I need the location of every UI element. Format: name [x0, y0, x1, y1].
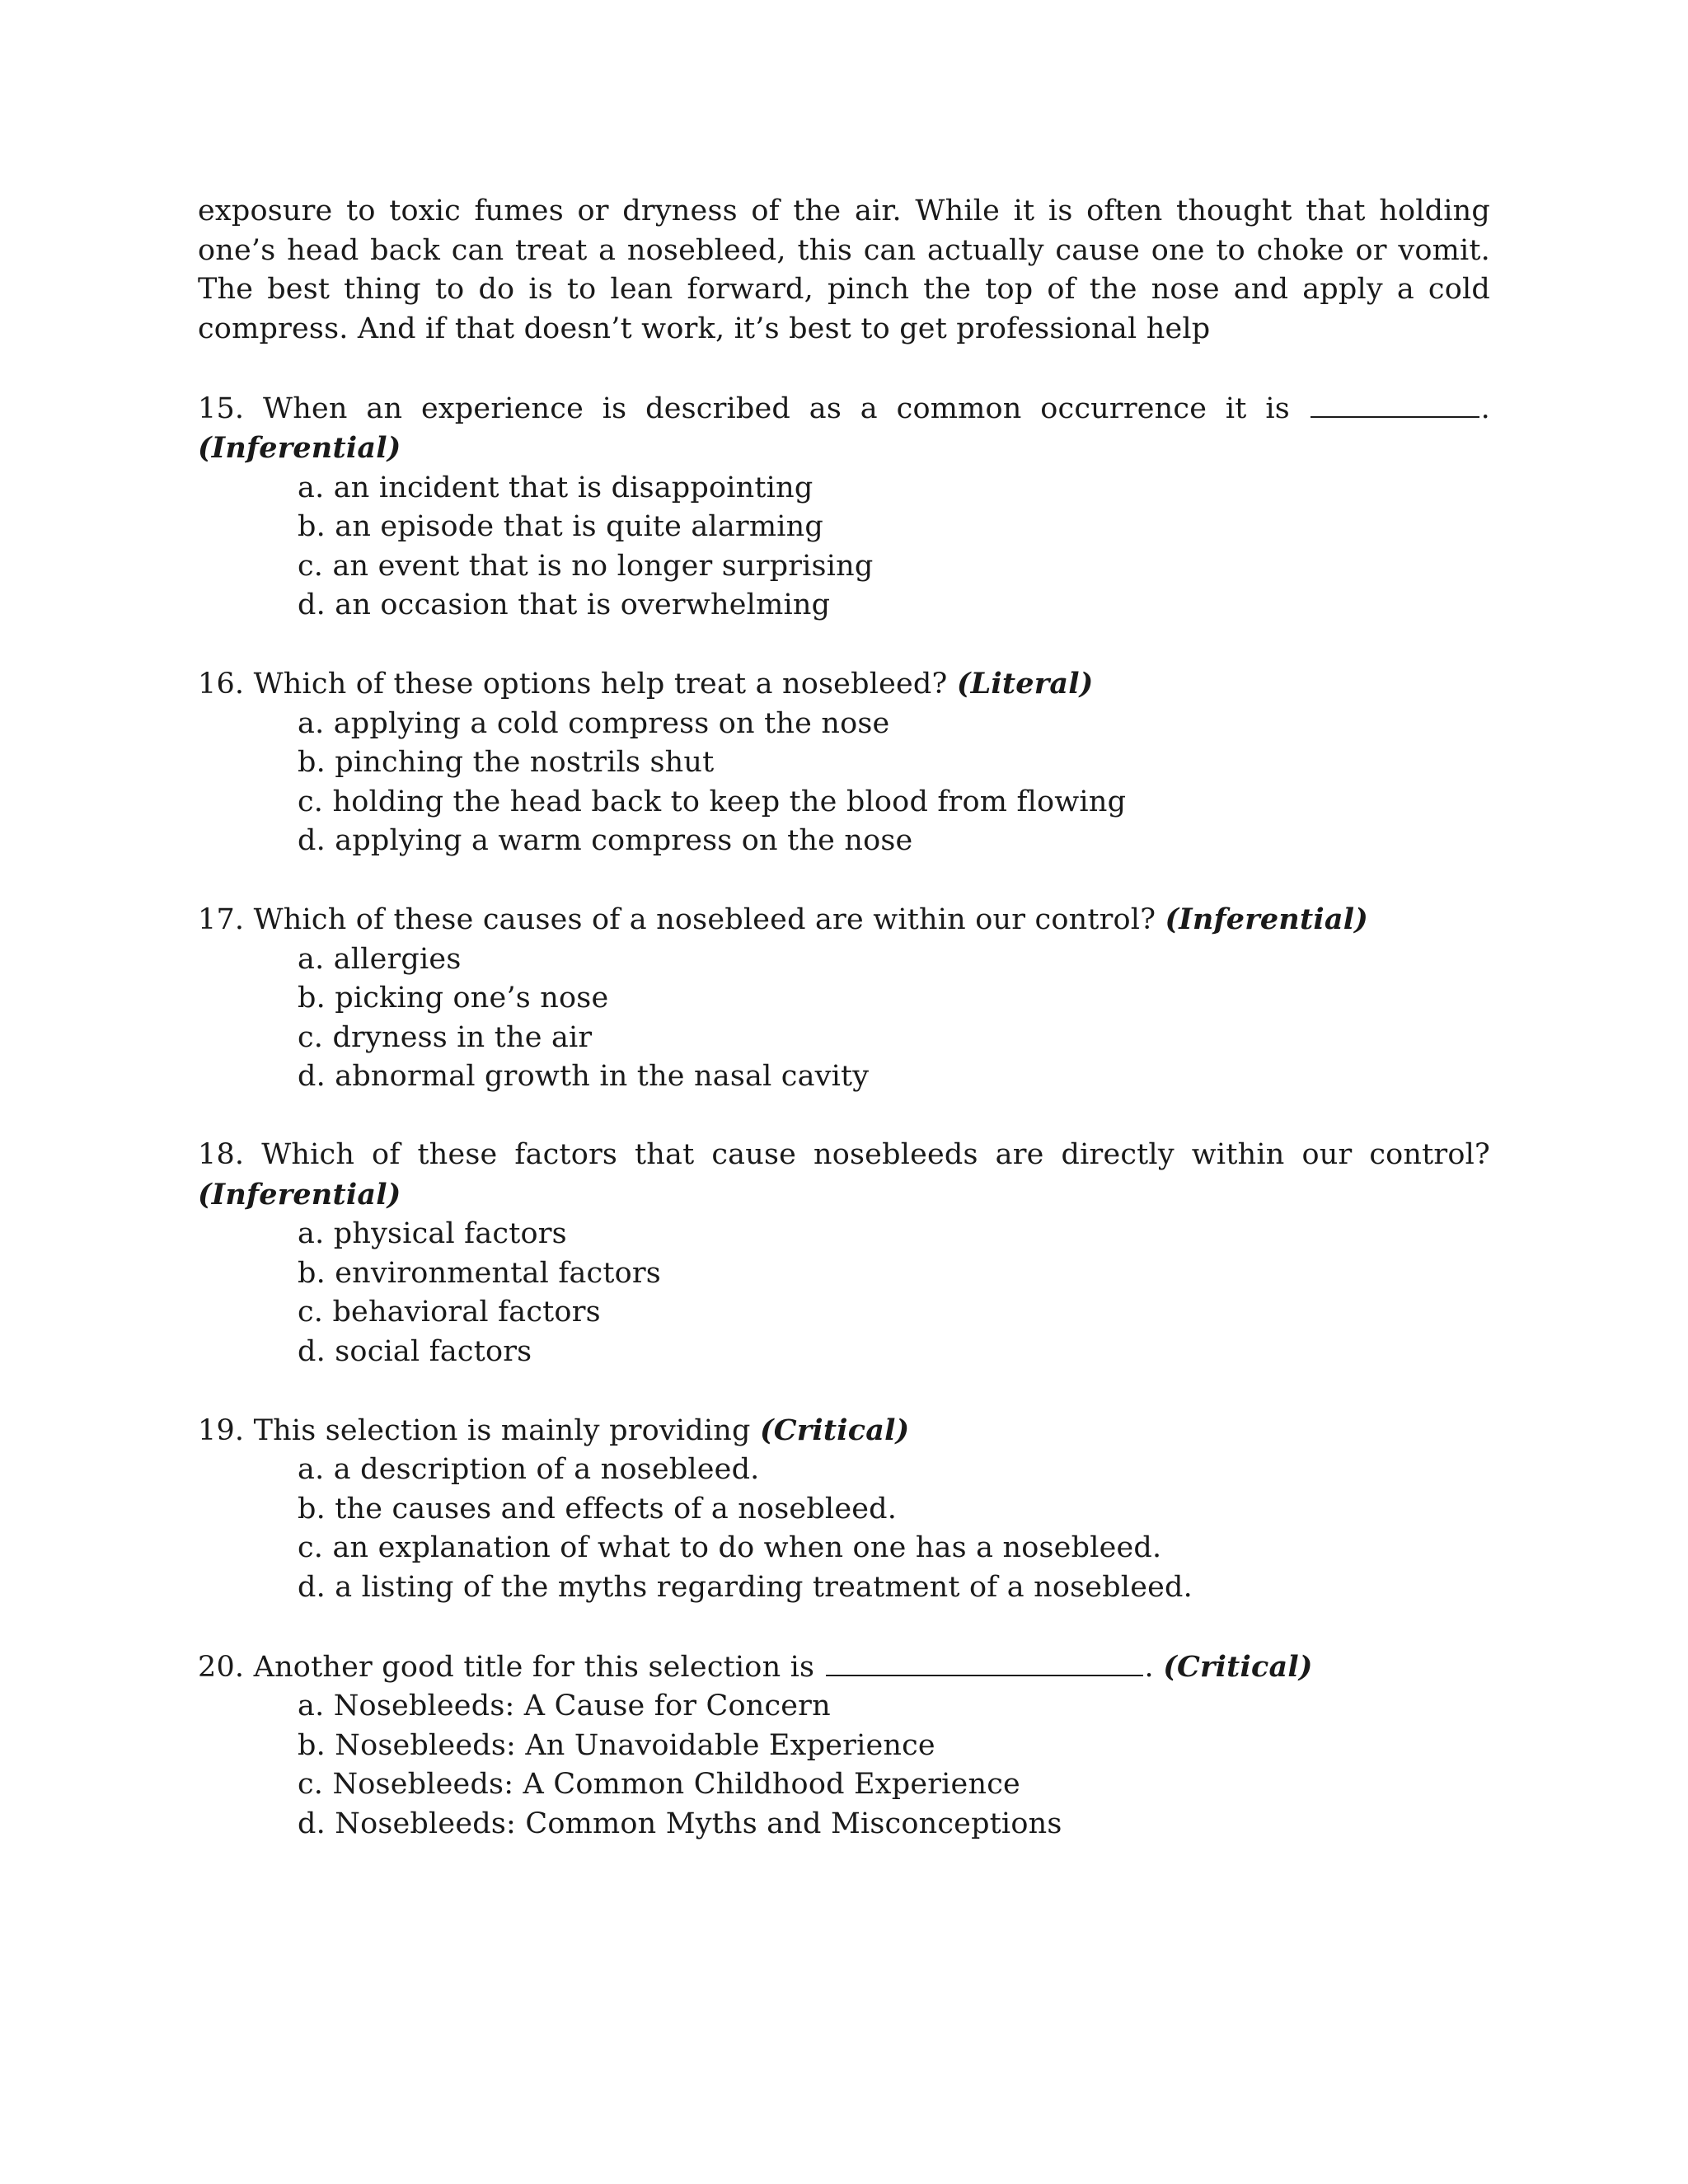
question-17 [198, 900, 1490, 1097]
question-type-tag: (Inferential) [1165, 902, 1368, 936]
question-stem [198, 1136, 1490, 1175]
question-type-tag: (Inferential) [198, 431, 401, 465]
stem-end: . [1144, 1650, 1154, 1684]
option-a: a. applying a cold compress on the nose [298, 706, 890, 740]
option-a: a. physical factors [298, 1217, 567, 1250]
question-16 [198, 664, 1490, 861]
answer-blank [826, 1647, 1143, 1676]
option-a: a. an incident that is disappointing [298, 471, 814, 504]
option-d: d. abnormal growth in the nasal cavity [298, 1060, 870, 1093]
question-19 [198, 1411, 1490, 1608]
answer-options [198, 705, 1490, 861]
option-c: c. Nosebleeds: A Common Childhood Experience [298, 1768, 1020, 1801]
stem-text: 16. Which of these options help treat a nosebleed? [198, 668, 948, 701]
answer-options [198, 1215, 1490, 1371]
option-b: b. Nosebleeds: An Unavoidable Experience [298, 1728, 935, 1762]
question-type-tag: (Critical) [1163, 1649, 1313, 1684]
option-c: c. behavioral factors [298, 1296, 601, 1329]
question-20 [198, 1647, 1490, 1844]
answer-options [198, 469, 1490, 626]
option-a: a. a description of a nosebleed. [298, 1453, 760, 1486]
option-b: b. picking one’s nose [298, 982, 609, 1015]
stem-end: . [1480, 391, 1490, 425]
option-d: d. Nosebleeds: Common Myths and Misconceptions [298, 1807, 1062, 1840]
option-c: c. holding the head back to keep the blood from flowing [298, 785, 1127, 818]
option-d: d. an occasion that is overwhelming [298, 588, 831, 621]
option-b: b. pinching the nostrils shut [298, 746, 715, 779]
answer-blank [1311, 388, 1479, 418]
question-type-tag: (Inferential) [198, 1177, 401, 1212]
option-d: d. applying a warm compress on the nose [298, 824, 913, 857]
question-18 [198, 1136, 1490, 1371]
question-stem [198, 900, 1490, 940]
document-page [198, 192, 1490, 1883]
answer-options [198, 1687, 1490, 1844]
option-c: c. dryness in the air [298, 1020, 593, 1054]
option-b: b. an episode that is quite alarming [298, 510, 823, 543]
stem-text: 19. This selection is mainly providing [198, 1413, 751, 1447]
option-c: c. an event that is no longer surprising [298, 549, 874, 583]
answer-options [198, 940, 1490, 1097]
option-d: d. a listing of the myths regarding treatment of a nosebleed. [298, 1570, 1193, 1604]
question-stem [198, 1411, 1490, 1451]
answer-options [198, 1451, 1490, 1607]
option-d: d. social factors [298, 1334, 532, 1368]
question-stem [198, 1647, 1490, 1688]
option-b: b. environmental factors [298, 1256, 661, 1290]
question-type-tag: (Literal) [956, 667, 1094, 701]
question-tag-line [198, 1175, 1490, 1216]
stem-text: 15. When an experience is described as a common occurrence it is [198, 391, 1290, 425]
stem-text: 20. Another good title for this selection is [198, 1650, 815, 1684]
option-b: b. the causes and effects of a nosebleed. [298, 1492, 898, 1526]
option-a: a. allergies [298, 942, 462, 976]
question-stem [198, 664, 1490, 705]
option-c: c. an explanation of what to do when one has a nosebleed. [298, 1531, 1162, 1564]
stem-text: 18. Which of these factors that cause nosebleeds are directly within our control? [198, 1138, 1490, 1171]
passage-paragraph: exposure to toxic fumes or dryness of the air. While it is often thought that holding one’s head back can treat a nosebleed, this can actually cause one to choke or vomit. The best thing to do is to lean forward, pinch the top of the nose and apply a cold compress. And if that doesn’t work, it’s best to get professional help [198, 194, 1490, 345]
question-15 [198, 388, 1490, 626]
question-tag-line [198, 429, 1490, 469]
question-type-tag: (Critical) [759, 1413, 910, 1447]
question-stem [198, 388, 1490, 429]
option-a: a. Nosebleeds: A Cause for Concern [298, 1690, 831, 1722]
stem-text: 17. Which of these causes of a nosebleed are within our control? [198, 903, 1156, 936]
